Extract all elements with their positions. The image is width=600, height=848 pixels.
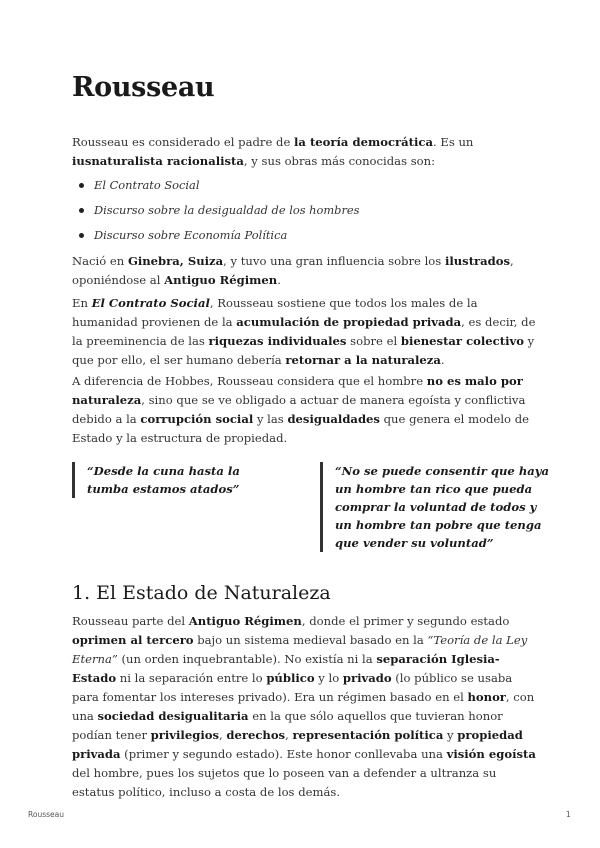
- bold-text: la teoría democrática: [294, 135, 433, 149]
- bold-text: riquezas individuales: [208, 334, 347, 348]
- list-item: Discurso sobre Economía Política: [72, 226, 359, 251]
- text: del hombre, pues los sujetos que lo poseen van a defender a ultranza su estatus político, incluso a costa de los demás.: [72, 766, 497, 799]
- text: . Es un: [432, 135, 474, 149]
- text: , y sus obras más conocidas son:: [243, 154, 436, 168]
- bold-text: público: [266, 671, 315, 685]
- bold-text: representación política: [292, 728, 444, 742]
- page-number: 1: [566, 810, 571, 819]
- bold-text: separación Iglesia-Estado: [72, 652, 500, 685]
- page-title: Rousseau: [72, 72, 215, 103]
- text: , oponiéndose al: [72, 254, 514, 287]
- text: , Rousseau sostiene que todos los males de la humanidad provienen de la: [72, 296, 478, 329]
- bold-text: corrupción social: [140, 412, 254, 426]
- text: Rousseau es considerado el padre de: [72, 135, 294, 149]
- text: y las: [253, 412, 288, 426]
- bold-text: acumulación de propiedad privada: [236, 315, 462, 329]
- bold-text: propiedad privada: [72, 728, 523, 761]
- intro-paragraph: [72, 133, 542, 171]
- text: A diferencia de Hobbes, Rousseau considera que el hombre: [72, 374, 427, 388]
- hobbes-paragraph: [72, 372, 542, 448]
- bold-text: no es malo por naturaleza: [72, 374, 523, 407]
- section-heading: 1. El Estado de Naturaleza: [72, 582, 331, 604]
- text: (primer y segundo estado). Este honor conllevaba una: [120, 747, 447, 761]
- birth-paragraph: [72, 252, 542, 290]
- bold-text: Ginebra, Suiza: [127, 254, 224, 268]
- text: ,: [285, 728, 293, 742]
- quote-left: “Desde la cuna hasta la tumba estamos atados”: [72, 462, 272, 498]
- works-list: [72, 176, 359, 251]
- list-item: El Contrato Social: [72, 176, 359, 201]
- bold-italic-text: El Contrato Social: [91, 296, 210, 310]
- list-item: Discurso sobre la desigualdad de los hombres: [72, 201, 359, 226]
- text: ,: [218, 728, 227, 742]
- text: .: [440, 353, 445, 367]
- bold-text: iusnaturalista racionalista: [72, 154, 244, 168]
- footer-label: Rousseau: [28, 810, 64, 819]
- bold-text: privado: [342, 671, 392, 685]
- text: .: [277, 273, 281, 287]
- bold-text: retornar a la naturaleza: [285, 353, 441, 367]
- bold-text: sociedad desigualitaria: [97, 709, 249, 723]
- bold-text: desigualdades: [287, 412, 380, 426]
- text: sobre el: [346, 334, 401, 348]
- text: , sino que se ve obligado a actuar de manera egoísta y conflictiva debido a la: [72, 393, 526, 426]
- text: , es decir, de la preeminencia de las: [72, 315, 536, 348]
- bold-text: Antiguo Régimen: [164, 273, 278, 287]
- bold-text: ilustrados: [444, 254, 511, 268]
- text: y que por ello, el ser humano debería: [72, 334, 535, 367]
- bold-text: bienestar colectivo: [400, 334, 524, 348]
- bold-text: Antiguo Régimen: [188, 614, 302, 628]
- bold-text: visión egoísta: [446, 747, 536, 761]
- bold-text: honor: [467, 690, 506, 704]
- italic-text: “Teoría de la Ley Eterna”: [72, 633, 528, 666]
- section-paragraph: [72, 612, 542, 802]
- bold-text: oprimen al tercero: [72, 633, 194, 647]
- bold-text: privilegios: [150, 728, 219, 742]
- text: en la que sólo aquellos que tuvieran honor podían tener: [72, 709, 503, 742]
- text: y: [443, 728, 458, 742]
- text: En: [72, 296, 92, 310]
- text: , donde el primer y segundo estado: [301, 614, 510, 628]
- bold-text: derechos: [226, 728, 286, 742]
- text: Nació en: [72, 254, 128, 268]
- text: y lo: [314, 671, 343, 685]
- text: , con una: [72, 690, 535, 723]
- text: (lo público se usaba para fomentar los intereses privado). Era un régimen basado en el: [72, 671, 513, 704]
- text: que genera el modelo de Estado y la estructura de propiedad.: [72, 412, 529, 445]
- quote-right: “No se puede consentir que haya un hombre tan rico que pueda comprar la voluntad de todos y un hombre tan pobre que tenga que vender su voluntad”: [320, 462, 550, 552]
- text: , y tuvo una gran influencia sobre los: [223, 254, 445, 268]
- text: (un orden inquebrantable). No existía ni la: [117, 652, 377, 666]
- contract-paragraph: [72, 294, 542, 370]
- text: Rousseau parte del: [72, 614, 189, 628]
- text: bajo un sistema medieval basado en la: [193, 633, 428, 647]
- text: ni la separación entre lo: [116, 671, 267, 685]
